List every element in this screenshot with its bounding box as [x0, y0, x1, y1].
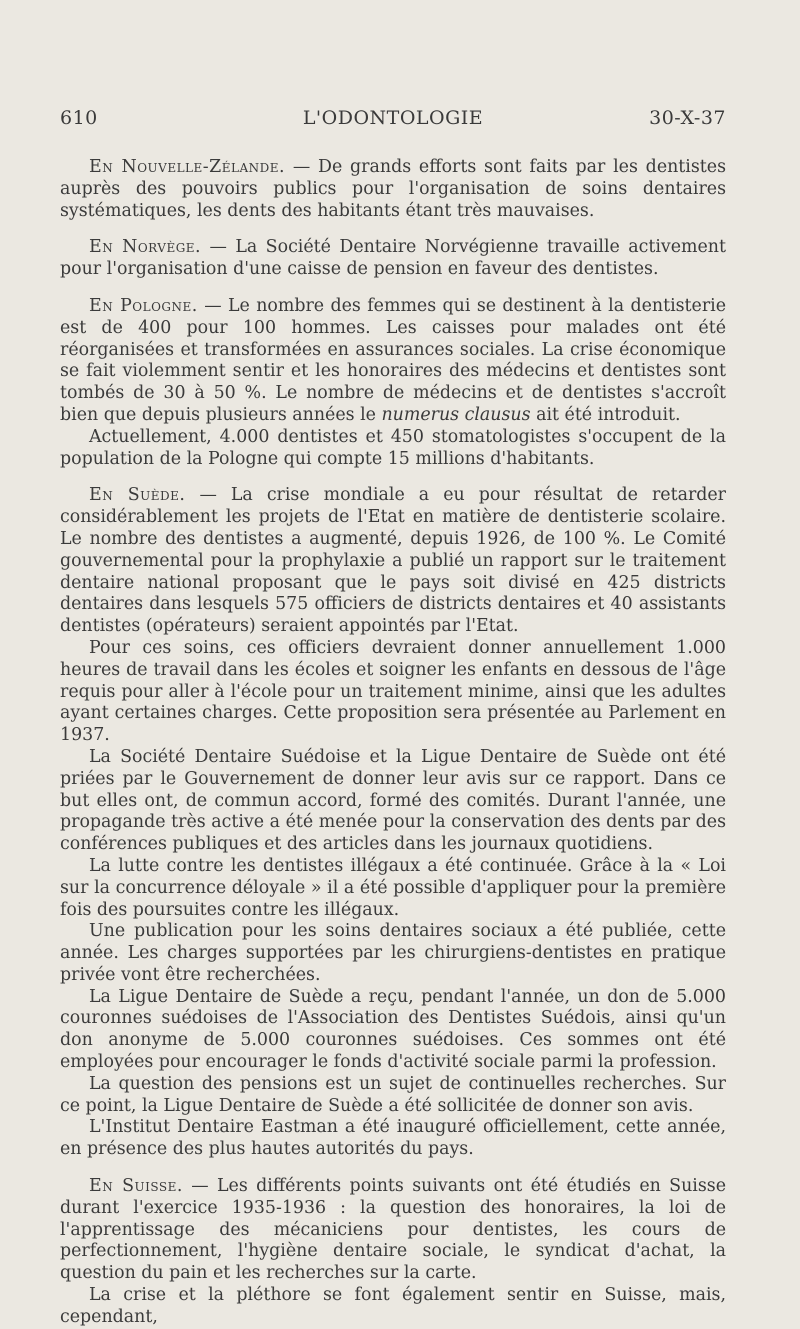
country-heading: En Nouvelle-Zélande.: [89, 157, 286, 177]
running-header: [60, 107, 726, 137]
paragraph-text-tail: ait été introduit.: [530, 404, 681, 425]
country-heading: En Pologne.: [89, 295, 198, 316]
paragraph: Une publication pour les soins dentaires sociaux a été publiée, cette année. Les charges supportées par les chirurgiens-dentistes en pratique privée vont être recherchées.: [60, 921, 726, 985]
country-heading: En Norvège.: [89, 237, 202, 258]
paragraph-text: — La crise mondiale a eu pour résultat de retarder considérablement les projets de l'Etat en matière de dentisterie scolaire. Le nombre des dentistes a augmenté, depuis 1926, de 100 %. Le Comité gouvernemental pour la prophylaxie a publié un rapport sur le traitement dentaire national proposant que le pays soit divisé en 425 districts dentaires dans lesquels 575 officiers de districts dentaires et 40 assistants dentistes (opérateurs) seraient appointés par l'Etat.: [60, 485, 726, 637]
paragraph-text: — De grands efforts sont faits par les dentistes auprès des pouvoirs publics pour l'organisation de soins dentaires systématiques, les dents des habitants étant très mauvaises.: [60, 157, 726, 221]
paragraph-pologne: [60, 296, 726, 427]
body-text: [60, 157, 726, 1329]
paragraph: La lutte contre les dentistes illégaux a été continuée. Grâce à la « Loi sur la concurrence déloyale » il a été possible d'appliquer pour la première fois des poursuites contre les illégaux.: [60, 855, 726, 920]
italic-term: numerus clausus: [381, 404, 531, 425]
paragraph: La question des pensions est un sujet de continuelles recherches. Sur ce point, la Ligue Dentaire de Suède a été sollicitée de donner son avis.: [60, 1073, 726, 1116]
issue-date: 30-X-37: [649, 107, 726, 129]
paragraph-suede: [60, 485, 726, 638]
country-heading: En Suède.: [89, 485, 186, 506]
paragraph: L'Institut Dentaire Eastman a été inauguré officiellement, cette année, en présence des plus hautes autorités du pays.: [60, 1117, 726, 1160]
journal-title: L'ODONTOLOGIE: [302, 107, 484, 129]
paragraph: Pour ces soins, ces officiers devraient donner annuellement 1.000 heures de travail dans les écoles et soigner les enfants en dessous de l'âge requis pour aller à l'école pour un traitement minime, ainsi que les adultes ayant certaines charges. Cette proposition sera présentée au Parlement en 1937.: [60, 637, 726, 746]
paragraph-nouvelle-zelande: [60, 157, 726, 222]
paragraph-text: — Le nombre des femmes qui se destinent à la dentisterie est de 400 pour 100 hommes. Les caisses pour malades ont été réorganisées et transformées en assurances sociales. La crise économique se fait violemment sentir et les honoraires des médecins et dentistes sont tombés de 30 à 50 %. Le nombre de médecins et de dentistes s'accroît bien que depuis plusieurs années le: [60, 295, 726, 425]
page-number: 610: [60, 107, 98, 129]
paragraph-text: — Les différents points suivants ont été étudiés en Suisse durant l'exercice 1935-1936 : la question des honoraires, la loi de l'apprentissage des mécaniciens pour dentistes, les cours de perfectionnement, l'hygiène dentaire sociale, le syndicat d'achat, la question du pain et les recherches sur la carte.: [60, 1176, 726, 1284]
paragraph: La Ligue Dentaire de Suède a reçu, pendant l'année, un don de 5.000 couronnes suédoises de l'Association des Dentistes Suédois, ainsi qu'un don anonyme de 5.000 couronnes suédoises. Ces sommes ont été employées pour encourager le fonds d'activité sociale parmi la profession.: [60, 986, 726, 1073]
paragraph-text: — La Société Dentaire Norvégienne travaille activement pour l'organisation d'une caisse de pension en faveur des dentistes.: [60, 237, 726, 280]
paragraph-norvege: [60, 237, 726, 281]
paragraph: La crise et la pléthore se font également sentir en Suisse, mais, cependant,: [60, 1285, 726, 1327]
paragraph: Actuellement, 4.000 dentistes et 450 stomatologistes s'occupent de la population de la Pologne qui compte 15 millions d'habitants.: [60, 426, 726, 469]
paragraph-suisse: [60, 1176, 726, 1285]
paragraph: La Société Dentaire Suédoise et la Ligue Dentaire de Suède ont été priées par le Gouvernement de donner leur avis sur ce rapport. Dans ce but elles ont, de commun accord, formé des comités. Durant l'année, une propagande très active a été menée pour la conservation des dents par des conférences publiques et des articles dans les journaux quotidiens.: [60, 746, 726, 855]
country-heading: En Suisse.: [89, 1176, 183, 1197]
